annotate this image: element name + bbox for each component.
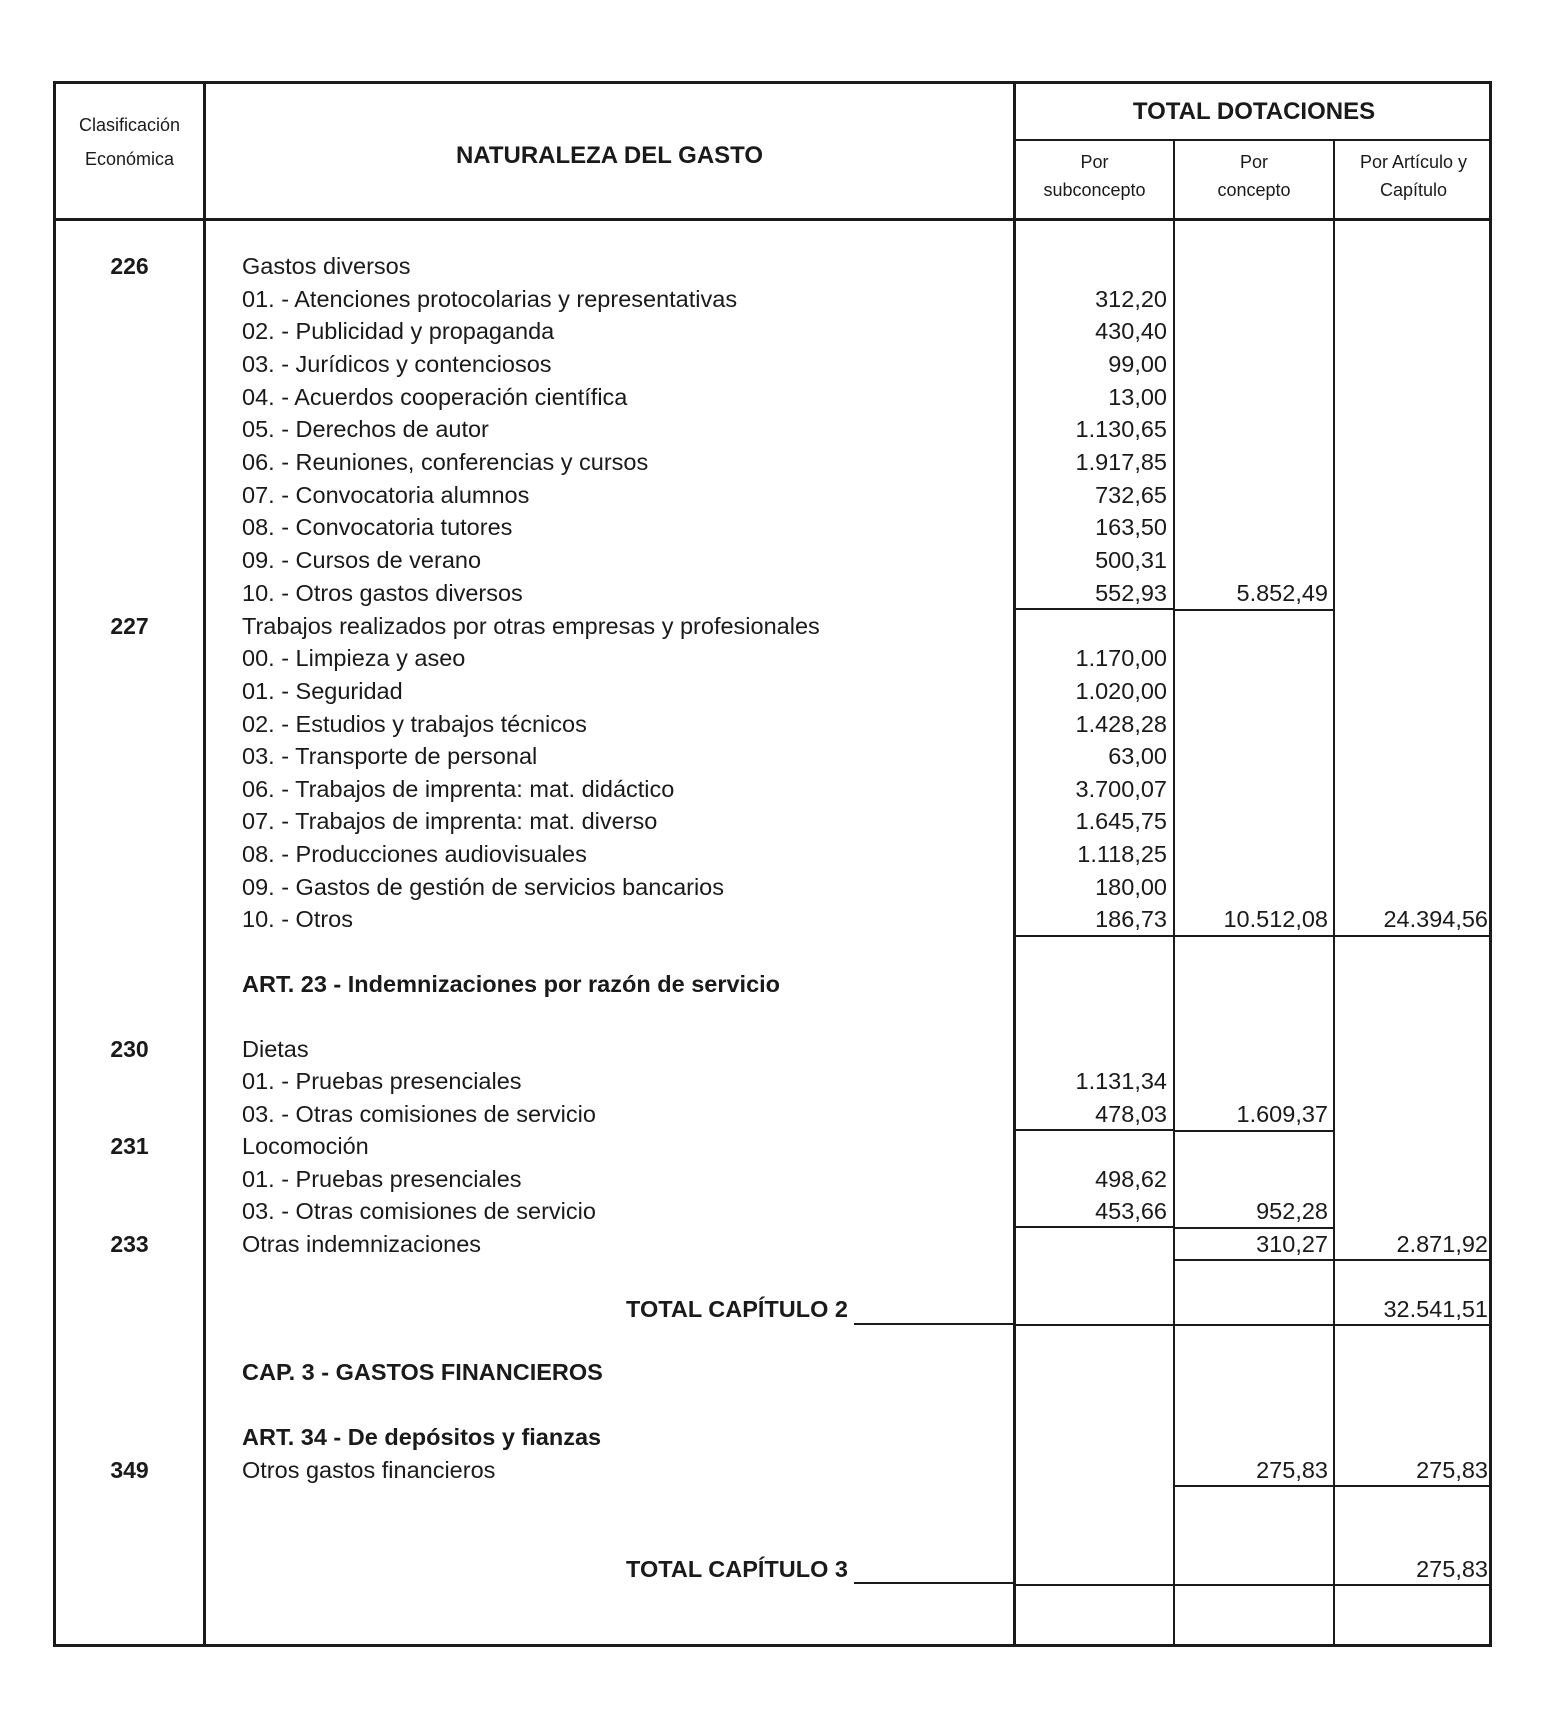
subtotal-rule bbox=[1016, 935, 1492, 937]
row-description: 00. - Limpieza y aseo bbox=[242, 645, 466, 671]
col-concepto-header bbox=[1175, 148, 1333, 204]
row-subconcepto: 1.130,65 bbox=[1075, 416, 1167, 442]
row-description: Otras indemnizaciones bbox=[242, 1231, 482, 1257]
row-subconcepto: 1.428,28 bbox=[1075, 711, 1167, 737]
total-capitulo-3-value: 275,83 bbox=[1416, 1556, 1488, 1582]
row-description: 01. - Seguridad bbox=[242, 678, 403, 704]
row-subconcepto: 1.170,00 bbox=[1075, 645, 1167, 671]
col-articulo-header bbox=[1335, 148, 1492, 204]
total-label-rule bbox=[854, 1323, 1013, 1325]
row-description: 03. - Transporte de personal bbox=[242, 743, 538, 769]
col-concepto-line1: Por bbox=[1239, 152, 1268, 172]
naturaleza-header: NATURALEZA DEL GASTO bbox=[455, 142, 764, 169]
col-subconcepto-header bbox=[1016, 148, 1173, 204]
row-description: Dietas bbox=[242, 1036, 309, 1062]
row-description: 01. - Atenciones protocolarias y representativas bbox=[242, 286, 738, 312]
row-subconcepto: 430,40 bbox=[1095, 318, 1167, 344]
clasificacion-header bbox=[56, 108, 203, 176]
row-description: 03. - Jurídicos y contenciosos bbox=[242, 351, 552, 377]
row-subconcepto: 552,93 bbox=[1095, 580, 1167, 606]
row-description: Otros gastos financieros bbox=[242, 1457, 496, 1483]
row-subconcepto: 1.118,25 bbox=[1077, 841, 1167, 867]
column-divider bbox=[1333, 141, 1335, 1647]
total-rule bbox=[1016, 1584, 1492, 1586]
row-subconcepto: 13,00 bbox=[1108, 384, 1167, 410]
row-subconcepto: 1.020,00 bbox=[1075, 678, 1167, 704]
row-subconcepto: 3.700,07 bbox=[1075, 776, 1167, 802]
row-concepto: 310,27 bbox=[1256, 1231, 1328, 1257]
col-articulo-line1: Por Artículo y bbox=[1359, 152, 1468, 172]
row-subconcepto: 1.917,85 bbox=[1075, 449, 1167, 475]
header-bottom-rule bbox=[53, 218, 1492, 221]
row-subconcepto: 498,62 bbox=[1095, 1166, 1167, 1192]
article-heading: ART. 34 - De depósitos y fianzas bbox=[242, 1424, 602, 1450]
row-concepto: 10.512,08 bbox=[1223, 906, 1328, 932]
col-subconcepto-line2: subconcepto bbox=[1043, 180, 1146, 200]
subtotal-rule bbox=[1175, 1485, 1492, 1487]
row-description: 08. - Convocatoria tutores bbox=[242, 514, 513, 540]
row-code: 231 bbox=[110, 1133, 149, 1159]
row-description: 02. - Estudios y trabajos técnicos bbox=[242, 711, 587, 737]
subtotal-rule bbox=[1175, 1227, 1333, 1229]
row-code: 233 bbox=[110, 1231, 149, 1257]
total-rule bbox=[1016, 1324, 1492, 1326]
row-description: 01. - Pruebas presenciales bbox=[242, 1068, 522, 1094]
total-capitulo-2-label: TOTAL CAPÍTULO 2 bbox=[626, 1296, 848, 1322]
row-description: 06. - Trabajos de imprenta: mat. didáctico bbox=[242, 776, 675, 802]
row-concepto: 1.609,37 bbox=[1236, 1101, 1328, 1127]
row-code: 227 bbox=[110, 613, 149, 639]
row-description: 02. - Publicidad y propaganda bbox=[242, 318, 555, 344]
row-subconcepto: 453,66 bbox=[1095, 1198, 1167, 1224]
row-description: 10. - Otros bbox=[242, 906, 354, 932]
row-subconcepto: 163,50 bbox=[1095, 514, 1167, 540]
column-divider bbox=[203, 81, 206, 1647]
row-description: 03. - Otras comisiones de servicio bbox=[242, 1198, 596, 1224]
row-concepto: 5.852,49 bbox=[1236, 580, 1328, 606]
subtotal-rule bbox=[1016, 608, 1173, 610]
header-divider bbox=[1013, 139, 1492, 141]
subtotal-rule bbox=[1175, 609, 1333, 611]
row-description: Gastos diversos bbox=[242, 253, 411, 279]
article-heading: ART. 23 - Indemnizaciones por razón de servicio bbox=[242, 971, 781, 997]
row-concepto: 952,28 bbox=[1256, 1198, 1328, 1224]
subtotal-rule bbox=[1175, 1130, 1333, 1132]
row-subconcepto: 1.131,34 bbox=[1075, 1068, 1167, 1094]
row-description: 04. - Acuerdos cooperación científica bbox=[242, 384, 628, 410]
row-subconcepto: 99,00 bbox=[1108, 351, 1167, 377]
row-articulo: 24.394,56 bbox=[1383, 906, 1488, 932]
row-description: 08. - Producciones audiovisuales bbox=[242, 841, 587, 867]
row-concepto: 275,83 bbox=[1256, 1457, 1328, 1483]
row-subconcepto: 1.645,75 bbox=[1075, 808, 1167, 834]
row-subconcepto: 186,73 bbox=[1095, 906, 1167, 932]
row-code: 226 bbox=[110, 253, 149, 279]
row-subconcepto: 500,31 bbox=[1095, 547, 1167, 573]
row-subconcepto: 732,65 bbox=[1095, 482, 1167, 508]
row-description: 09. - Cursos de verano bbox=[242, 547, 482, 573]
column-divider bbox=[1173, 141, 1175, 1647]
total-label-rule bbox=[854, 1582, 1013, 1584]
row-subconcepto: 63,00 bbox=[1108, 743, 1167, 769]
subtotal-rule bbox=[1175, 1259, 1492, 1261]
row-description: 07. - Trabajos de imprenta: mat. diverso bbox=[242, 808, 658, 834]
row-description: Trabajos realizados por otras empresas y profesionales bbox=[242, 613, 820, 639]
col-subconcepto-line1: Por bbox=[1080, 152, 1109, 172]
col-articulo-line2: Capítulo bbox=[1379, 180, 1448, 200]
row-code: 230 bbox=[110, 1036, 149, 1062]
clasificacion-label: Clasificación bbox=[78, 115, 181, 135]
row-subconcepto: 478,03 bbox=[1095, 1101, 1167, 1127]
row-description: 06. - Reuniones, conferencias y cursos bbox=[242, 449, 649, 475]
col-concepto-line2: concepto bbox=[1217, 180, 1291, 200]
row-code: 349 bbox=[110, 1457, 149, 1483]
row-articulo: 2.871,92 bbox=[1396, 1231, 1488, 1257]
chapter-heading: CAP. 3 - GASTOS FINANCIEROS bbox=[242, 1359, 603, 1385]
row-description: 07. - Convocatoria alumnos bbox=[242, 482, 530, 508]
row-articulo: 275,83 bbox=[1416, 1457, 1488, 1483]
subtotal-rule bbox=[1016, 1129, 1173, 1131]
total-dotaciones-header: TOTAL DOTACIONES bbox=[1132, 98, 1376, 125]
row-subconcepto: 312,20 bbox=[1095, 286, 1167, 312]
row-description: 05. - Derechos de autor bbox=[242, 416, 489, 442]
subtotal-rule bbox=[1016, 1226, 1173, 1228]
row-description: 10. - Otros gastos diversos bbox=[242, 580, 523, 606]
row-description: 03. - Otras comisiones de servicio bbox=[242, 1101, 596, 1127]
row-subconcepto: 180,00 bbox=[1095, 874, 1167, 900]
row-description: 01. - Pruebas presenciales bbox=[242, 1166, 522, 1192]
row-description: 09. - Gastos de gestión de servicios bancarios bbox=[242, 874, 725, 900]
total-capitulo-2-value: 32.541,51 bbox=[1383, 1296, 1488, 1322]
economica-label: Económica bbox=[84, 149, 175, 169]
row-description: Locomoción bbox=[242, 1133, 369, 1159]
total-capitulo-3-label: TOTAL CAPÍTULO 3 bbox=[626, 1556, 848, 1582]
